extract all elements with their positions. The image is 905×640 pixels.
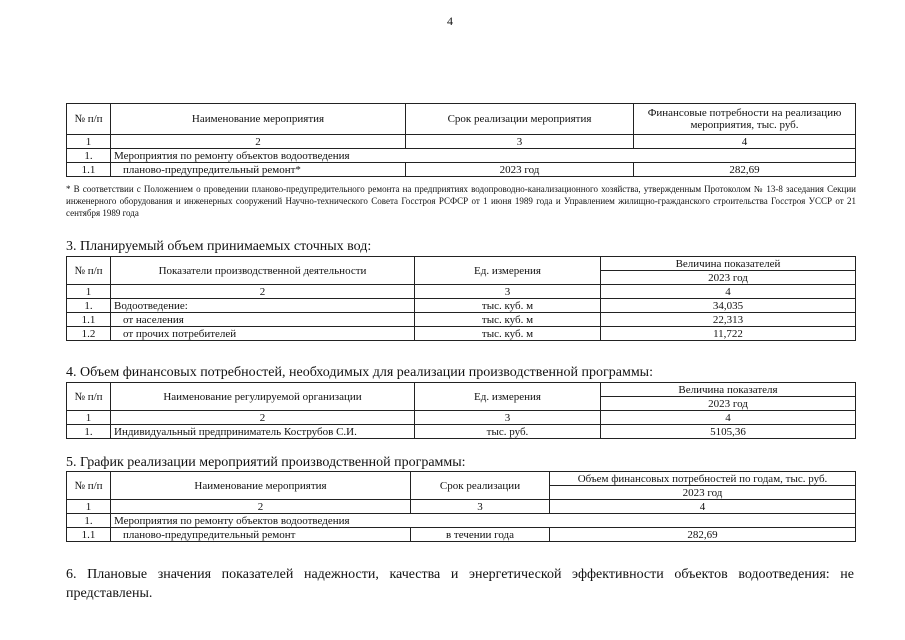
table-header-row — [67, 383, 856, 397]
activity-amount: 282,69 — [634, 163, 856, 177]
financial-needs-table — [66, 382, 856, 439]
column-header: Ед. измерения — [415, 383, 601, 411]
activity-name: планово-предупредительный ремонт — [111, 528, 411, 542]
column-header: Наименование регулируемой организации — [111, 383, 415, 411]
column-header: Срок реализации мероприятия — [406, 104, 634, 135]
activity-name: планово-предупредительный ремонт* — [111, 163, 406, 177]
column-number: 4 — [634, 135, 856, 149]
activity-period: в течении года — [411, 528, 550, 542]
column-header: Финансовые потребности на реализацию мероприятия, тыс. руб. — [634, 104, 856, 135]
row-number: 1.2 — [67, 327, 111, 341]
column-header: Величина показателя — [601, 383, 856, 397]
section-4-heading: 4. Объем финансовых потребностей, необходимых для реализации производственной программы: — [66, 365, 653, 380]
section-title: Мероприятия по ремонту объектов водоотведения — [111, 149, 856, 163]
row-number: 1. — [67, 299, 111, 313]
column-number: 3 — [415, 285, 601, 299]
indicator-name: Водоотведение: — [111, 299, 415, 313]
indicator-name: от населения — [111, 313, 415, 327]
indicator-name: от прочих потребителей — [111, 327, 415, 341]
organization-name: Индивидуальный предприниматель Кострубов С.И. — [111, 425, 415, 439]
section-5-heading: 5. График реализации мероприятий производственной программы: — [66, 455, 466, 470]
column-numbers-row — [67, 135, 856, 149]
column-header: Ед. измерения — [415, 257, 601, 285]
activity-period: 2023 год — [406, 163, 634, 177]
table-row — [67, 299, 856, 313]
section-title: Мероприятия по ремонту объектов водоотведения — [111, 514, 856, 528]
year-header: 2023 год — [550, 486, 856, 500]
row-number: 1. — [67, 425, 111, 439]
unit: тыс. руб. — [415, 425, 601, 439]
activity-amount: 282,69 — [550, 528, 856, 542]
column-number: 3 — [406, 135, 634, 149]
column-number: 4 — [550, 500, 856, 514]
row-number: 1.1 — [67, 313, 111, 327]
column-header: № п/п — [67, 104, 111, 135]
table-row — [67, 313, 856, 327]
table-section-row — [67, 514, 856, 528]
value: 5105,36 — [601, 425, 856, 439]
column-number: 3 — [411, 500, 550, 514]
column-numbers-row — [67, 285, 856, 299]
column-header: Величина показателей — [601, 257, 856, 271]
column-header: Объем финансовых потребностей по годам, тыс. руб. — [550, 472, 856, 486]
activities-table — [66, 103, 856, 177]
column-header: Наименование мероприятия — [111, 472, 411, 500]
value: 11,722 — [601, 327, 856, 341]
table-header-row — [67, 472, 856, 486]
column-numbers-row — [67, 500, 856, 514]
unit: тыс. куб. м — [415, 327, 601, 341]
column-number: 1 — [67, 285, 111, 299]
column-number: 2 — [111, 411, 415, 425]
value: 34,035 — [601, 299, 856, 313]
table-header-row — [67, 257, 856, 271]
table-header-row — [67, 104, 856, 135]
column-number: 1 — [67, 135, 111, 149]
row-number: 1. — [67, 514, 111, 528]
year-header: 2023 год — [601, 397, 856, 411]
row-number: 1.1 — [67, 528, 111, 542]
column-number: 4 — [601, 285, 856, 299]
footnote: * В соответствии с Положением о проведении планово-предупредительного ремонта на предприятиях водопроводно-канализационного хозяйства, утвержденным Протоколом № 13-8 заседания Секции инженерного оборудования и инженерных сооружений Научно-технического Совета Госстроя РСФСР от 1 июня 1989 года и Управлением жилищно-гражданского строительства Госстроя УССР от 21 сентября 1989 года — [66, 184, 856, 218]
column-header: № п/п — [67, 257, 111, 285]
column-number: 4 — [601, 411, 856, 425]
row-number: 1.1 — [67, 163, 111, 177]
unit: тыс. куб. м — [415, 313, 601, 327]
column-header: Показатели производственной деятельности — [111, 257, 415, 285]
value: 22,313 — [601, 313, 856, 327]
wastewater-volume-table — [66, 256, 856, 341]
schedule-table — [66, 471, 856, 542]
column-number: 3 — [415, 411, 601, 425]
unit: тыс. куб. м — [415, 299, 601, 313]
table-section-row — [67, 149, 856, 163]
column-header: Наименование мероприятия — [111, 104, 406, 135]
table-row — [67, 528, 856, 542]
column-header: № п/п — [67, 383, 111, 411]
table-row — [67, 163, 856, 177]
table-row — [67, 327, 856, 341]
column-numbers-row — [67, 411, 856, 425]
section-3-heading: 3. Планируемый объем принимаемых сточных вод: — [66, 239, 372, 254]
year-header: 2023 год — [601, 271, 856, 285]
column-number: 1 — [67, 500, 111, 514]
section-6-text: 6. Плановые значения показателей надежности, качества и энергетической эффективности объектов водоотведения: не представлены. — [66, 567, 854, 601]
row-number: 1. — [67, 149, 111, 163]
column-number: 2 — [111, 285, 415, 299]
column-header: № п/п — [67, 472, 111, 500]
column-number: 2 — [111, 135, 406, 149]
page-number: 4 — [447, 14, 453, 28]
column-number: 1 — [67, 411, 111, 425]
column-number: 2 — [111, 500, 411, 514]
column-header: Срок реализации — [411, 472, 550, 500]
table-row — [67, 425, 856, 439]
